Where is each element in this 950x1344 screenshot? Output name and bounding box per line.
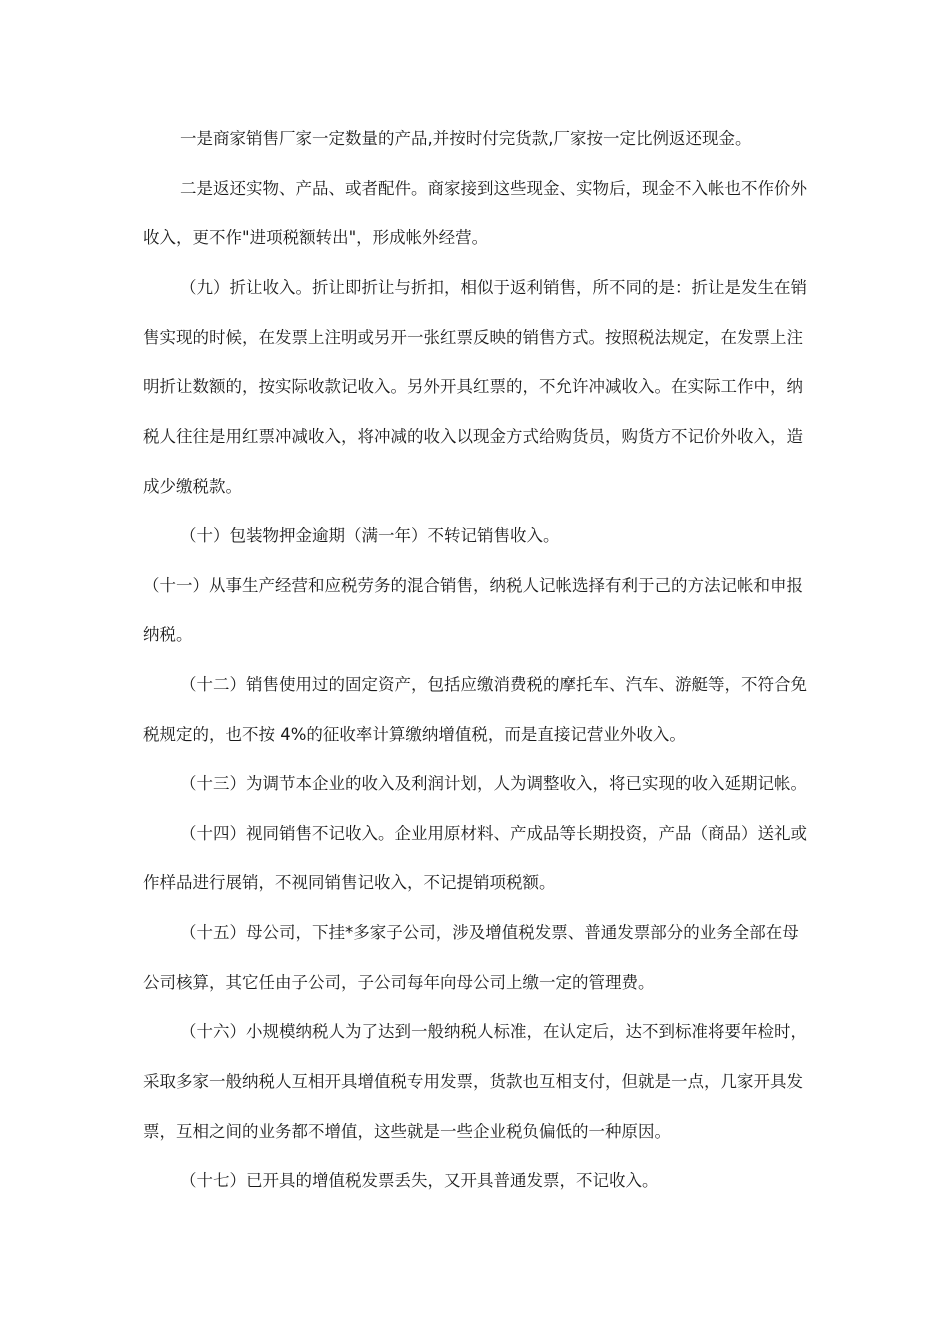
paragraph-line: 税规定的，也不按 4%的征收率计算缴纳增值税，而是直接记营业外收入。 [143,725,686,744]
paragraph-line: （十一）从事生产经营和应税劳务的混合销售，纳税人记帐选择有利于己的方法记帐和申报 [143,576,803,595]
paragraph-line: （十五）母公司，下挂*多家子公司，涉及增值税发票、普通发票部分的业务全部在母 [180,923,799,942]
paragraph-line: 税人往往是用红票冲减收入，将冲减的收入以现金方式给购货员，购货方不记价外收入，造 [143,427,803,446]
paragraph-line: 售实现的时候，在发票上注明或另开一张红票反映的销售方式。按照税法规定，在发票上注 [143,328,803,347]
paragraph-line: 公司核算，其它任由子公司，子公司每年向母公司上缴一定的管理费。 [143,973,655,992]
paragraph-line: 收入，更不作"进项税额转出"，形成帐外经营。 [143,228,489,247]
paragraph-line: 成少缴税款。 [143,477,242,496]
paragraph-line: 纳税。 [143,625,193,644]
paragraph-line: （十三）为调节本企业的收入及利润计划，人为调整收入，将已实现的收入延期记帐。 [180,774,807,793]
paragraph-line: （九）折让收入。折让即折让与折扣，相似于返利销售，所不同的是：折让是发生在销 [180,278,807,297]
paragraph-line: （十二）销售使用过的固定资产，包括应缴消费税的摩托车、汽车、游艇等，不符合免 [180,675,807,694]
paragraph-line: 二是返还实物、产品、或者配件。商家接到这些现金、实物后，现金不入帐也不作价外 [180,179,807,198]
paragraph-line: 一是商家销售厂家一定数量的产品,并按时付完货款,厂家按一定比例返还现金。 [180,129,752,148]
paragraph-line: （十六）小规模纳税人为了达到一般纳税人标准，在认定后，达不到标准将要年检时， [180,1022,807,1041]
paragraph-line: 采取多家一般纳税人互相开具增值税专用发票，货款也互相支付，但就是一点，几家开具发 [143,1072,803,1091]
paragraph-line: 票，互相之间的业务都不增值，这些就是一些企业税负偏低的一种原因。 [143,1122,671,1141]
paragraph-line: （十四）视同销售不记收入。企业用原材料、产成品等长期投资，产品（商品）送礼或 [180,824,807,843]
paragraph-line: （十七）已开具的增值税发票丢失，又开具普通发票，不记收入。 [180,1171,659,1190]
paragraph-line: （十）包装物押金逾期（满一年）不转记销售收入。 [180,526,560,545]
paragraph-line: 明折让数额的，按实际收款记收入。另外开具红票的，不允许冲减收入。在实际工作中，纳 [143,377,803,396]
paragraph-line: 作样品进行展销，不视同销售记收入，不记提销项税额。 [143,873,556,892]
